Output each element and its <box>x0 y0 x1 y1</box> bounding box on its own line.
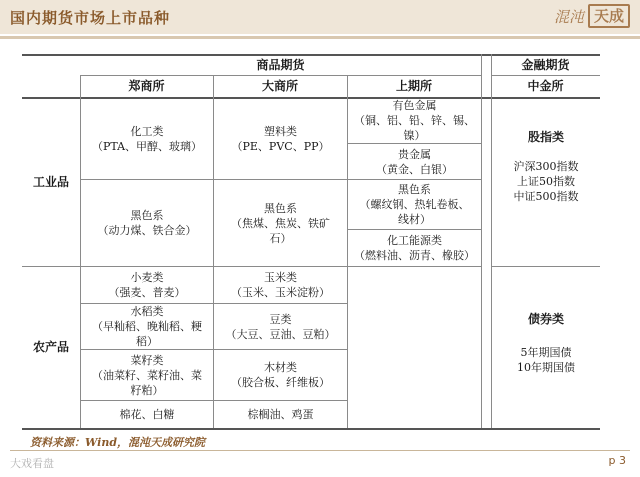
cell-zz-chemicals <box>81 98 213 179</box>
cell-dl-plastics <box>214 98 347 179</box>
table-bottom-border <box>22 428 600 430</box>
category-name: 贵金属 <box>398 147 431 161</box>
category-items: （大豆、豆油、豆粕） <box>225 327 336 341</box>
bond-item: 10年期国债 <box>517 361 575 374</box>
watermark: 大戏看盘 <box>10 457 54 470</box>
cell-zz-ferrous <box>81 180 213 266</box>
group-commodity: 商品期货 <box>256 57 305 72</box>
cell-cffex-bond <box>492 312 600 392</box>
category-name: 小麦类 <box>130 271 164 284</box>
cell-dl-beans <box>214 304 347 349</box>
cell-sh-precious <box>348 144 481 179</box>
exchange-dalian: 大商所 <box>261 79 298 93</box>
cell-zz-cotton-sugar: 棉花、白糖 <box>119 408 175 421</box>
cell-dl-wood <box>214 350 347 400</box>
category-items-cont: 稻） <box>136 335 158 348</box>
category-name: 塑料类 <box>264 124 297 138</box>
cell-dl-palm-egg: 棕榈油、鸡蛋 <box>247 408 314 421</box>
exchange-shanghai: 上期所 <box>395 79 432 93</box>
cell-cffex-index <box>492 130 600 240</box>
category-items: （燃料油、沥青、橡胶） <box>354 249 475 262</box>
page-title: 国内期货市场上市品种 <box>10 9 171 27</box>
cell-sh-ferrous <box>348 180 481 229</box>
group-financial: 金融期货 <box>521 57 570 72</box>
category-items: （PE、PVC、PP） <box>231 139 330 153</box>
category-items-cont: 镍） <box>403 129 426 142</box>
category-items: （动力煤、铁合金） <box>97 224 197 237</box>
category-items: （早籼稻、晚籼稻、粳 <box>92 320 202 333</box>
category-items-cont: 籽粕） <box>130 383 164 397</box>
line <box>491 266 600 267</box>
category-items: （PTA、甲醇、玻璃） <box>91 139 203 153</box>
header-divider <box>0 36 640 39</box>
logo-text: 混沌 <box>553 7 584 26</box>
category-items: （黄金、白银） <box>376 162 453 176</box>
category-items: （螺纹钢、热轧卷板、 <box>359 198 470 211</box>
footer-divider <box>10 450 630 451</box>
logo <box>554 4 630 28</box>
index-item: 中证500指数 <box>513 190 579 203</box>
index-item: 上证50指数 <box>517 175 575 188</box>
cell-zz-rice <box>81 304 213 349</box>
category-items-cont: 石） <box>269 231 292 245</box>
category-name: 黑色系 <box>398 183 431 196</box>
bond-item: 5年期国债 <box>520 346 572 359</box>
header-bar <box>0 0 640 34</box>
category-name: 债券类 <box>527 312 564 326</box>
category-name: 黑色系 <box>130 209 164 222</box>
category-items: （油菜籽、菜籽油、菜 <box>92 368 202 382</box>
cell-sh-nonferrous <box>348 98 481 143</box>
cell-sh-energy <box>348 230 481 266</box>
category-name: 化工能源类 <box>387 234 442 247</box>
category-items: （焦煤、焦炭、铁矿 <box>231 216 330 230</box>
category-name: 水稻类 <box>130 305 164 318</box>
line <box>481 54 482 428</box>
index-item: 沪深300指数 <box>513 160 579 173</box>
category-name: 化工类 <box>130 124 164 138</box>
cell-zz-wheat <box>81 267 213 303</box>
logo-stamp: 天成 <box>588 4 630 28</box>
row-label-agricultural: 农产品 <box>32 340 69 354</box>
category-name: 黑色系 <box>264 201 297 215</box>
category-items: （强麦、普麦） <box>108 286 186 299</box>
source-note: 资料来源：Wind，混沌天成研究院 <box>30 436 206 449</box>
category-name: 股指类 <box>527 130 564 144</box>
category-name: 玉米类 <box>264 271 297 284</box>
page-number: p 3 <box>608 454 626 467</box>
category-items-cont: 线材） <box>398 213 431 226</box>
cell-dl-corn <box>214 267 347 303</box>
category-items: （胶合板、纤维板） <box>231 376 330 389</box>
exchange-cffex: 中金所 <box>527 79 564 93</box>
category-items: （铜、铝、铅、锌、锡、 <box>354 114 475 127</box>
category-name: 菜籽类 <box>130 353 164 367</box>
cell-dl-ferrous <box>214 180 347 266</box>
cell-zz-rapeseed <box>81 350 213 400</box>
row-label-industrial: 工业品 <box>32 174 69 189</box>
category-name: 有色金属 <box>392 99 437 112</box>
category-name: 豆类 <box>269 312 292 326</box>
exchange-zhengzhou: 郑商所 <box>128 79 165 93</box>
category-name: 木材类 <box>264 361 297 374</box>
category-items: （玉米、玉米淀粉） <box>231 286 330 299</box>
